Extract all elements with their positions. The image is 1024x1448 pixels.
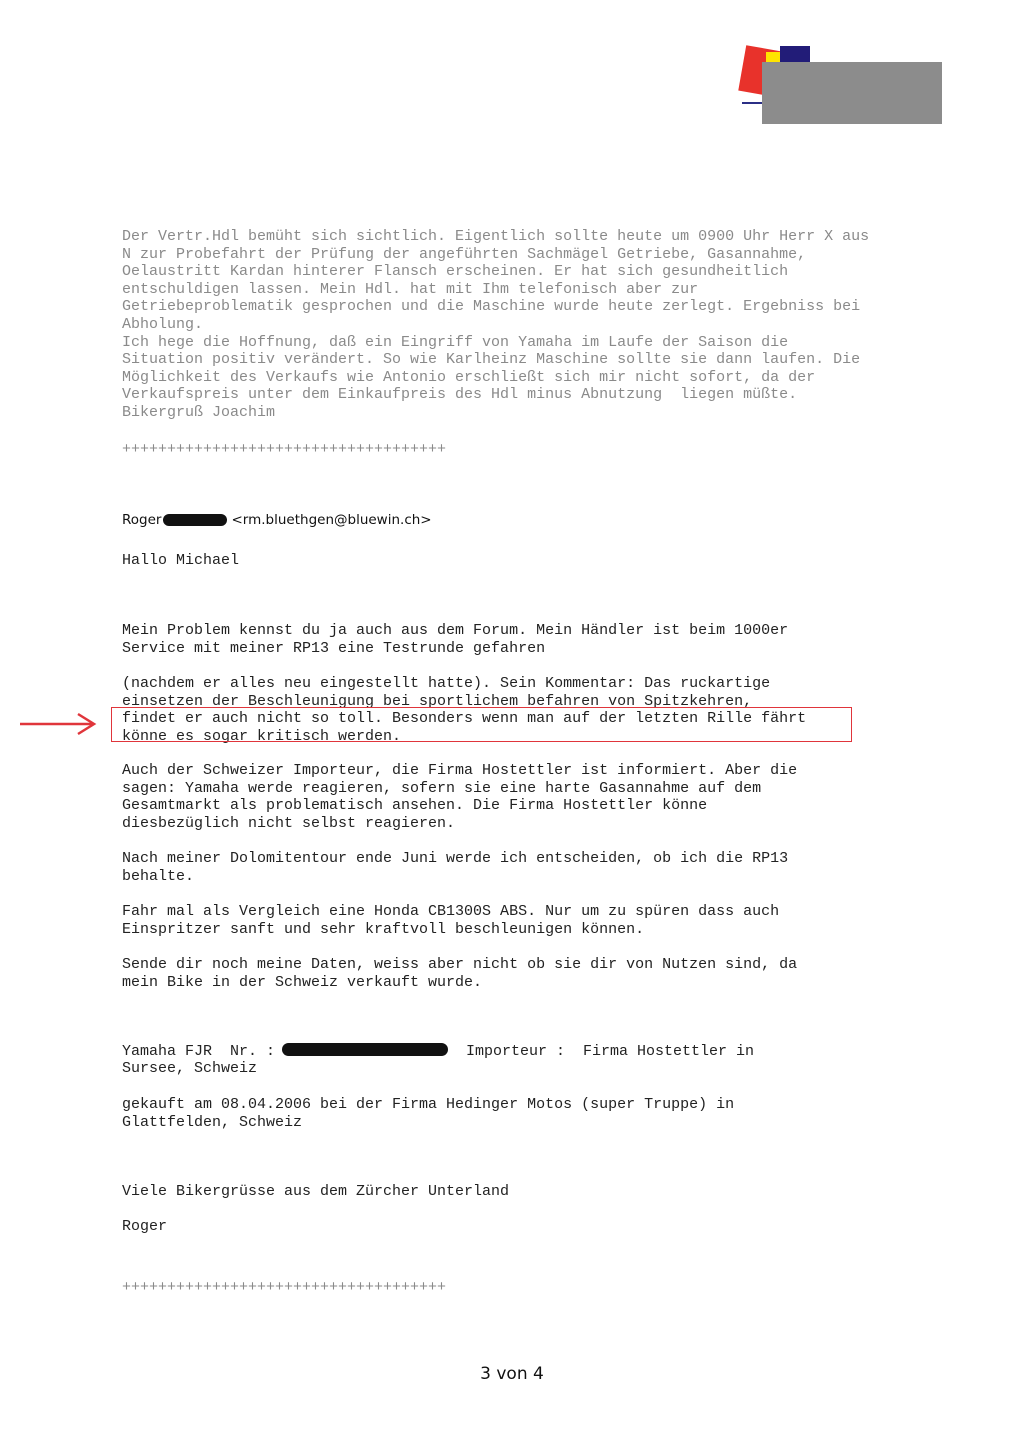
company-logo <box>740 44 942 124</box>
bike-importer-location: Sursee, Schweiz <box>122 1060 258 1077</box>
sender-email-address: <rm.bluethgen@bluewin.ch> <box>231 512 432 528</box>
email-greeting: Hallo Michael <box>122 552 240 569</box>
email-paragraph-5: Fahr mal als Vergleich eine Honda CB1300S ABS. Nur um zu spüren dass auch Einspritzer sanft und sehr kraftvoll beschleunigen können. <box>122 903 780 938</box>
intro-separator: ++++++++++++++++++++++++++++++++++++ <box>122 441 447 458</box>
highlight-box <box>111 707 852 742</box>
page-number: 3 von 4 <box>480 1364 544 1384</box>
purchase-info: gekauft am 08.04.2006 bei der Firma Hedinger Motos (super Truppe) in Glattfelden, Schweiz <box>122 1096 735 1131</box>
email-signature: Roger <box>122 1218 168 1235</box>
email-paragraph-6: Sende dir noch meine Daten, weiss aber nicht ob sie dir von Nutzen sind, da mein Bike in der Schweiz verkauft wurde. <box>122 956 798 991</box>
email-separator: ++++++++++++++++++++++++++++++++++++ <box>122 1279 447 1296</box>
bike-importer: Importeur : Firma Hostettler in <box>466 1043 755 1060</box>
email-closing: Viele Bikergrüsse aus dem Zürcher Unterland <box>122 1183 510 1200</box>
email-paragraph-2-highlighted: findet er auch nicht so toll. Besonders wenn man auf der letzten Rille fährt könne es sogar kritisch werden. <box>122 710 807 745</box>
bike-model: Yamaha FJR Nr. : <box>122 1043 276 1060</box>
email-paragraph-3: Auch der Schweizer Importeur, die Firma Hostettler ist informiert. Aber die sagen: Yamaha werde reagieren, sofern sie eine harte Gasannahme auf dem Gesamtmarkt als problematisch ansehen. Die Firma Hostettler könne diesbezüglich nicht selbst reagieren. <box>122 762 798 832</box>
redacted-serial-number <box>282 1043 448 1056</box>
redacted-surname <box>163 514 227 526</box>
red-arrow-icon <box>18 712 98 738</box>
email-paragraph-2: (nachdem er alles neu eingestellt hatte). Sein Kommentar: Das ruckartige einsetzen der Beschleunigung bei sportlichem befahren von Spitzkehren, <box>122 675 771 710</box>
email-sender <box>122 512 432 528</box>
intro-paragraph: Der Vertr.Hdl bemüht sich sichtlich. Eigentlich sollte heute um 0900 Uhr Herr X aus N zur Probefahrt der Prüfung der angeführten Sachmägel Getriebe, Gasannahme, Oelaustritt Kardan hinterer Flansch erscheinen. Er hat sich gesundheitlich entschuldigen lassen. Mein Hdl. hat mit Ihm telefonisch aber zur Getriebeproblematik gesprochen und die Maschine wurde heute zerlegt. Ergebniss bei Abholung. Ich hege die Hoffnung, daß ein Eingriff von Yamaha im Laufe der Saison die Situation positiv verändert. So wie Karlheinz Maschine sollte sie dann laufen. Die Möglichkeit des Verkaufs wie Antonio erschließt sich mir nicht sofort, da der Verkaufspreis unter dem Einkaufpreis des Hdl minus Abnutzung liegen müßte. Bikergruß Joachim <box>122 228 870 421</box>
email-paragraph-1: Mein Problem kennst du ja auch aus dem Forum. Mein Händler ist beim 1000er Service mit meiner RP13 eine Testrunde gefahren <box>122 622 789 657</box>
email-paragraph-4: Nach meiner Dolomitentour ende Juni werde ich entscheiden, ob ich die RP13 behalte. <box>122 850 789 885</box>
redacted-logo-block <box>762 62 942 124</box>
sender-first-name: Roger <box>122 512 162 528</box>
